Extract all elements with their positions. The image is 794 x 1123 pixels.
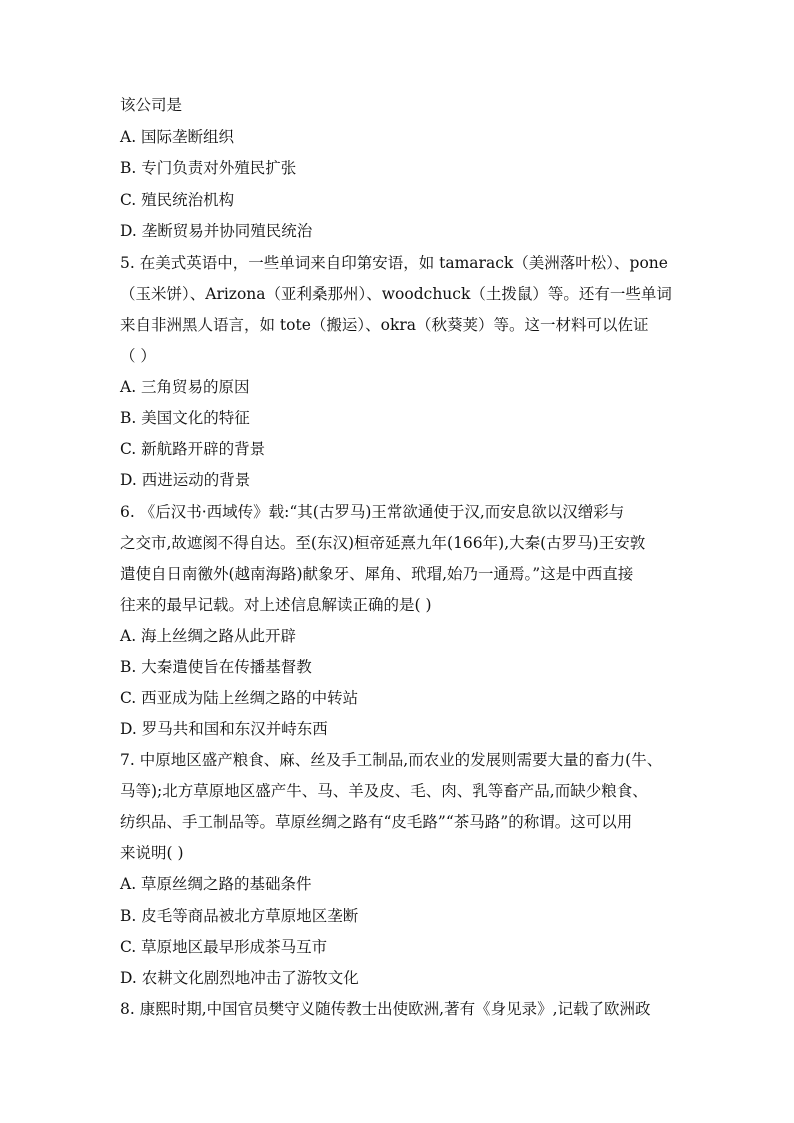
text-line: 该公司是 [120,96,183,114]
question-6-line: 6. 《后汉书·西域传》载:“其(古罗马)王常欲通使于汉,而安息欲以汉缯彩与 [120,503,625,521]
question-5-line: 5. 在美式英语中，一些单词来自印第安语，如 tamarack（美洲落叶松）、pone [120,254,668,272]
question-6-line: 往来的最早记载。对上述信息解读正确的是( ) [120,596,432,614]
option-d: D. 农耕文化剧烈地冲击了游牧文化 [120,969,359,987]
option-d: D. 垄断贸易并协同殖民统治 [120,222,313,240]
option-b: B. 专门负责对外殖民扩张 [120,159,297,177]
option-b: B. 大秦遣使旨在传播基督教 [120,658,312,676]
question-7-line: 马等);北方草原地区盛产牛、马、羊及皮、毛、肉、乳等畜产品,而缺少粮食、 [120,782,648,800]
question-7-line: 纺织品、手工制品等。草原丝绸之路有“皮毛路”“茶马路”的称谓。这可以用 [120,813,633,831]
option-b: B. 皮毛等商品被北方草原地区垄断 [120,907,359,925]
option-c: C. 新航路开辟的背景 [120,440,266,458]
question-8-line: 8. 康熙时期,中国官员樊守义随传教士出使欧洲,著有《身见录》,记载了欧洲政 [120,1000,651,1018]
question-6-line: 之交市,故遮阂不得自达。至(东汉)桓帝延熹九年(166年),大秦(古罗马)王安敦 [120,534,646,552]
option-c: C. 草原地区最早形成茶马互市 [120,938,328,956]
option-a: A. 草原丝绸之路的基础条件 [120,875,312,893]
option-a: A. 三角贸易的原因 [120,378,250,396]
option-a: A. 国际垄断组织 [120,128,235,146]
question-5-line: 来自非洲黑人语言，如 tote（搬运）、okra（秋葵荚）等。这一材料可以佐证 [120,316,649,334]
option-c: C. 殖民统治机构 [120,191,235,209]
option-a: A. 海上丝绸之路从此开辟 [120,627,297,645]
question-5-line: （玉米饼）、Arizona（亚利桑那州）、woodchuck（土拨鼠）等。还有一些单词 [120,285,672,303]
question-6-line: 遣使自日南徼外(越南海路)献象牙、犀角、玳瑁,始乃一通焉。”这是中西直接 [120,565,634,583]
question-7-line: 来说明( ) [120,844,184,862]
option-d: D. 罗马共和国和东汉并峙东西 [120,720,328,738]
option-d: D. 西进运动的背景 [120,471,251,489]
question-7-line: 7. 中原地区盛产粮食、麻、丝及手工制品,而农业的发展则需要大量的畜力(牛、 [120,751,663,769]
option-b: B. 美国文化的特征 [120,409,250,427]
option-c: C. 西亚成为陆上丝绸之路的中转站 [120,689,359,707]
answer-blank: （ ） [120,347,156,365]
